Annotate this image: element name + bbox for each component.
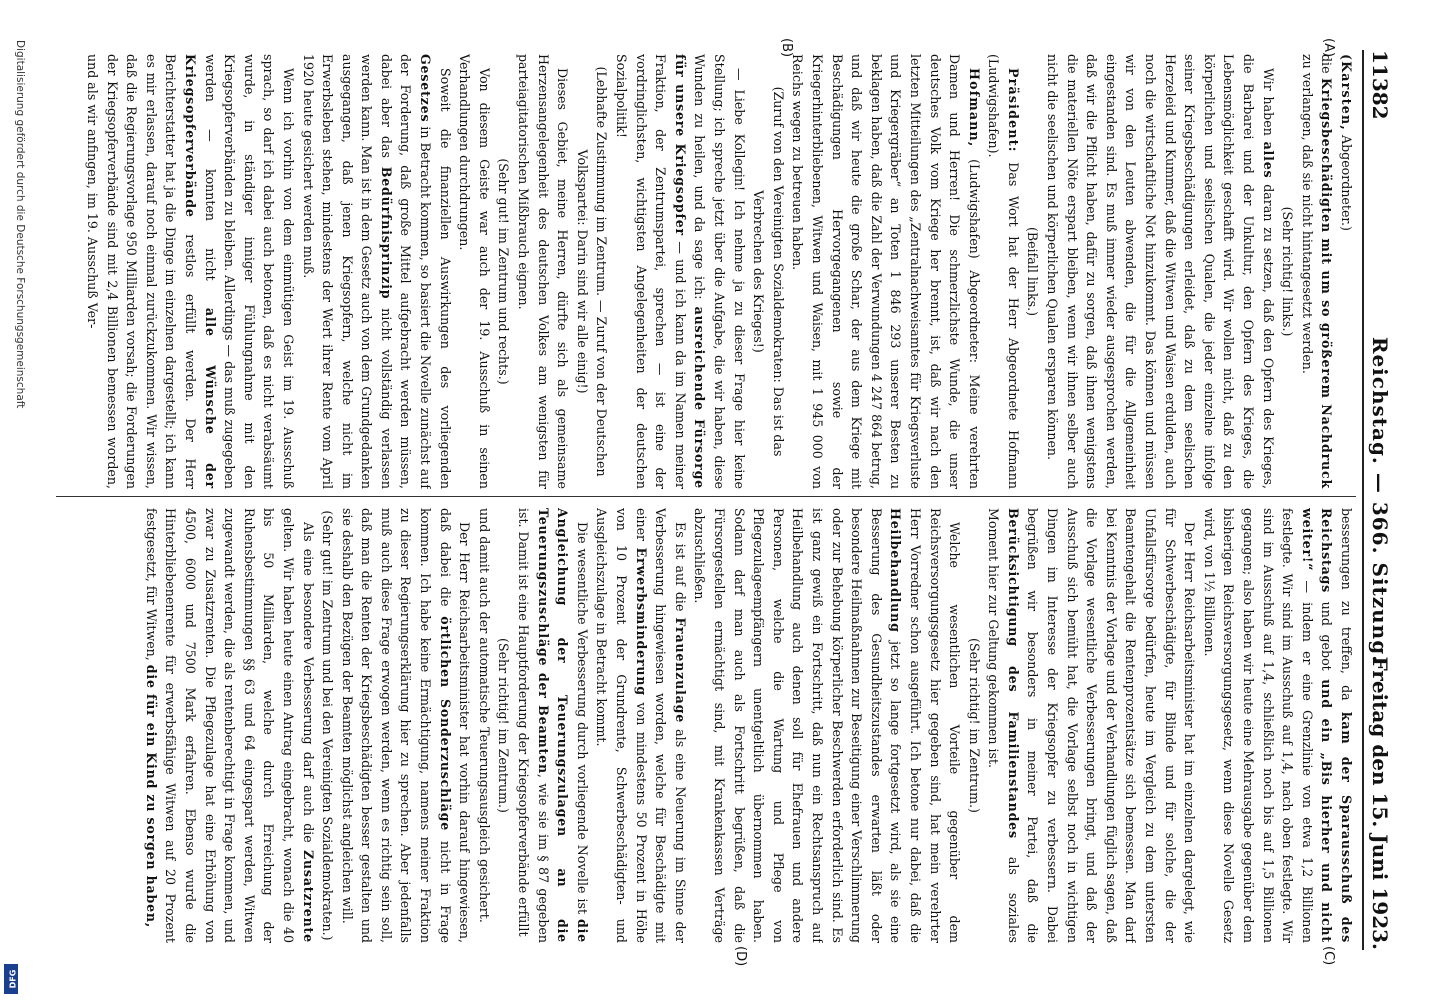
- margin-mark-c: (C): [1321, 946, 1336, 966]
- paragraph: Wir haben alles daran zu setzen, daß den Opfern des Krieges, die Barbarei und der Unkultur, den Opfern des Krieges, die Lebensmöglichkeit geschafft wird. Wir wollen nicht, daß zu den körperlichen und seelischen Qualen, die jeder einzelne infolge seiner Kriegsbeschädigungen erleidet, daß zu dem seelischen Herzeleid und Kummer, daß die Witwen und Waisen erdulden, auch noch die wirtschaftliche Not hinzukommt. Das können und müssen wir von den Leuten abwenden, die für die Allgemeinheit eingestanden sind. Es muß immer wieder ausgesprochen werden, daß wir die Pflicht haben, dafür zu sorgen, daß ihnen wenigstens die materiellen Nöte erspart bleiben, wenn wir ihnen selber auch nicht die seelischen und körperlichen Qualen ersparen können.: [1045, 54, 1276, 489]
- paragraph: und damit auch der automatische Teuerungsausgleich gesichert.: [476, 508, 492, 923]
- speaker-continuation: (Karsten, Abgeordneter.): [1339, 54, 1354, 231]
- digitization-footer: [6, 40, 30, 960]
- interjection: (Sehr richtig! links.): [1280, 206, 1296, 337]
- page-number: 11382: [1368, 50, 1392, 120]
- paragraph: Der Herr Reichsarbeitsminister hat vorhin darauf hingewiesen, daß dabei die örtlichen Sonderzuschläge nicht in Frage kommen. Ich habe keine Ermächtigung, namens meiner Fraktion zu dieser Regierungserklärung hier zu sprechen. Aber jedenfalls muß auch diese Frage erwogen werden, wenn es richtig sein soll, daß man die Renten der Kriegsbeschädigten besser gestalten und sie deshalb den Bezügen der Beamten möglichst angleichen will.: [339, 508, 473, 943]
- interjection: (Beifall links.): [1025, 226, 1041, 317]
- interjection: (Sehr gut! im Zentrum und bei den Vereinigten Sozialdemokraten.): [320, 510, 336, 941]
- speaker-paragraph: Hofmann, (Ludwigshafen) Abgeordneter: Meine verehrten Damen und Herren! Die schmerzlichste Wunde, die unser deutsches Volk vom Kriege her brennt, ist, daß wir nach den letzten Mitteilungen des „Zentralnachweisamtes für Kriegsverluste und Kriegergräber“ an Toten 1 846 293 unserer Besten zu beklagen haben, daß die Zahl der Verwundungen 4 247 864 betrug, und daß wir heute die große Schar, der aus dem Kriege mit Beschädigungen Hervorgegangenen sowie der Kriegerhinterbliebenen, Witwen und Waisen, mit 1 945 000 von Reichs wegen zu betreuen haben.: [790, 54, 982, 489]
- page-header: [1362, 50, 1400, 950]
- paragraph: Von diesem Geiste war auch der 19. Ausschuß in seinen Verhandlungen durchdrungen.: [457, 54, 492, 489]
- dfg-logo-text: DFG: [8, 969, 18, 989]
- page-title: Reichstag. — 366. Sitzung.: [1368, 336, 1392, 664]
- paragraph: Wenn ich vorhin von dem einmütigen Geist im 19. Ausschuß sprach, so darf ich dabei auch betonen, daß es nicht verabsäumt wurde, in ständiger inniger Fühlungnahme mit den Kriegsopferverbänden zu bleiben. Allerdings — das muß zugegeben werden — konnten nicht alle Wünsche der Kriegsopferverbände restlos erfüllt werden. Der Herr Berichterstatter hat ja die Dinge im einzelnen dargestellt; ich kann es mir erlassen, darauf noch einmal zurückzukommen. Wir wissen, daß die Regierungsvorlage 950 Milliarden vorsah; die Forderungen der Kriegsopferverbände sind mit 2,4 Billionen bemessen worden, und als wir anfingen, im 19. Ausschuß Ver-: [85, 54, 296, 489]
- right-column: [56, 508, 1356, 943]
- paragraph: Dieses Gebiet, meine Herren, dürfte sich als gemeinsame Herzensangelegenheit des deutschen Volkes am wenigsten für parteiagitatorischen Mißbrauch eignen.: [516, 54, 571, 489]
- session-date: Freitag den 15. Juni 1923.: [1368, 656, 1392, 950]
- margin-mark-a: (A): [1321, 38, 1336, 58]
- paragraph: die Kriegsbeschädigten mit um so größerem Nachdruck zu verlangen, daß sie nicht hintangesetzt werden.: [1299, 54, 1335, 489]
- interjection: (Sehr richtig! im Zentrum.): [496, 638, 512, 813]
- funding-note: Digitalisierung gefördert durch die Deutsche Forschungsgemeinschaft: [14, 40, 26, 409]
- paragraph: Soweit die finanziellen Auswirkungen des vorliegenden Gesetzes in Betracht kommen, so basiert die Novelle zunächst auf der Forderung, daß große Mittel aufgebracht werden müssen, dabei aber das Bedürfnisprinzip nicht vollständig verlassen werden kann. Man ist in dem Gesetz auch von dem Grundgedanken ausgegangen, daß jenen Kriegsopfern, welche nicht im Erwerbsleben stehen, mindestens der Wert ihrer Rente vom April 1920 heute gesichert werden muß.: [300, 54, 453, 489]
- paragraph: Als eine besondere Verbesserung darf auch die Zusatzrente gelten. Wir haben heute einen Antrag eingebracht, wonach die 40 bis 50 Milliarden, welche durch Erreichung der Ruhensbestimmungen §§ 63 und 64 eingespart werden, Witwen zugewandt werden, die als rentenberechtigt in Frage kommen, und zwar zu Zusatzrenten. Die Pflegezulage hat eine Erhöhung von 4500, 6000 und 7500 Mark erfahren. Ebenso wurde die Hinterbliebenenrente für erwerbsfähige Witwen auf 20 Prozent festgesetzt, für Witwen, die für ein Kind zu sorgen haben,: [143, 508, 316, 943]
- margin-mark-d: (D): [733, 946, 748, 967]
- paragraph: — Liebe Kollegin! Ich nehme ja zu dieser Frage hier keine Stellung; ich spreche jetzt über die Aufgabe, die wir haben, diese Wunden zu heilen, und da sage ich: ausreichende Fürsorge für unsere Kriegsopfer — und ich kann da im Namen meiner Fraktion, der Zentrumspartei, sprechen — ist eine der vordringlichsten, wichtigsten Angelegenheiten der deutschen Sozialpolitik!: [614, 54, 747, 489]
- paragraph: besserungen zu treffen, da kam der Sparausschuß des Reichstags und gebot und ein „Bis hierher und nicht weiter!“ — indem er eine Grenzlinie von etwa 1,2 Billionen festlegte. Wir sind im Ausschuß auf 1,4, nach oben festlegte. Wir sind im Ausschuß auf 1,4, schließlich noch bis auf 1,5 Billionen gegangen; also haben wir heute eine Mehrausgabe gegenüber dem bisherigen Reichsversorgungsgesetz, wenn diese Novelle Gesetz wird, von 1½ Billionen.: [1201, 508, 1354, 943]
- interjection: (Zuruf von den Vereinigten Sozialdemokraten: Das ist das Verbrechen des Krieges!): [751, 86, 786, 457]
- paragraph: Die wesentliche Verbesserung durch vorliegende Novelle ist die Angleichung der Teuerungszulagen an die Teuerungszuschläge der Beamten, wie sie im § 87 gegeben ist. Damit ist eine Hauptforderung der Kriegsopferverbände erfüllt: [516, 508, 590, 943]
- paragraph: Es ist auf die Frauenzulage als eine Neuerung im Sinne der Verbesserung hingewiesen worden, welche für Beschädigte mit einer Erwerbsminderung von mindestens 50 Prozent in Höhe von 10 Prozent der Grundrente, Schwerbeschädigten- und Ausgleichszulage in Betracht kommt.: [594, 508, 688, 943]
- dfg-logo: [4, 964, 18, 994]
- left-column: [56, 54, 1356, 489]
- paragraph: Der Herr Reichsarbeitsminister hat im einzelnen dargelegt, wie für Schwerbeschädigte, für Blinde und für solche, die der Unfallsfürsorge bedürfen, heute im Vergleich zu dem untersten Beamtengehalt die Rentenprozentsätze sich bemessen. Man darf bei Kenntnis der Vorlage und der Verhandlungen füglich sagen, daß die Vorlage wesentliche Verbesserungen bringt, und daß der Ausschuß sich bemüht hat, die Vorlage selbst noch in wichtigen Dingen im Interesse der Kriegsopfer zu verbessern. Dabei begrüßen wir besonders in meiner Partei, daß die Berücksichtigung des Familienstandes als soziales Moment hier zur Geltung gekommen ist.: [986, 508, 1198, 943]
- interjection: (Sehr richtig! im Zentrum.): [966, 638, 982, 813]
- paragraph: Welche wesentlichen Vorteile gegenüber dem Reichsversorgungsgesetz hier gegeben sind, hat mein verehrter Herr Vorredner schon ausgeführt. Ich betone nur dabei, daß die Heilbehandlung jetzt so lange fortgesetzt wird, als sie eine Besserung des Gesundheitszustandes erwarten läßt oder besondere Heilmaßnahmen zur Beseitigung einer Verschlimmerung oder zur Behebung körperlicher Beschwerden erforderlich sind. Es ist ganz gewiß ein Fortschritt, daß nun ein Rechtsanspruch auf Heilbehandlung auch denen soll für Ehefrauen und andere Personen, welche die Wartung und Pflege von Pflegezulageempfängern unentgeltlich übernommen haben. Sodann darf man auch als Fortschritt begrüßen, daß die Fürsorgestellen ermächtigt sind, mit Krankenkassen Verträge abzuschließen.: [692, 508, 963, 943]
- interjection: (Sehr gut! im Zentrum und rechts.): [496, 158, 512, 385]
- president-remark: Präsident: Das Wort hat der Herr Abgeordnete Hofmann (Ludwigshafen).: [986, 54, 1021, 489]
- column-divider: [56, 496, 1356, 497]
- margin-mark-b: (B): [779, 38, 794, 58]
- interjection: (Lebhafte Zustimmung im Zentrum. — Zuruf von der Deutschen Volkspartei: Darin sind wir alle einig!): [574, 66, 610, 477]
